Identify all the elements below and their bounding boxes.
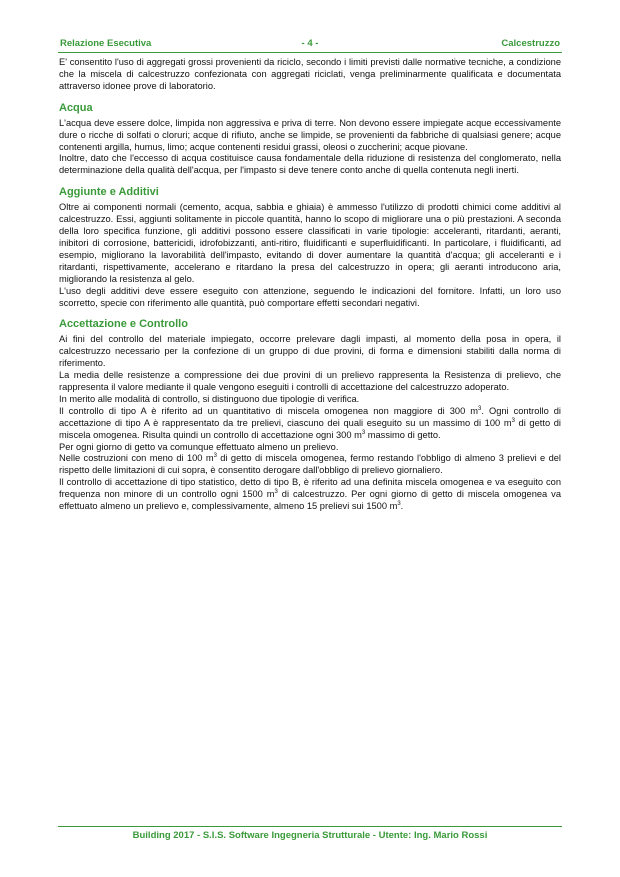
header-section-title: Calcestruzzo bbox=[501, 38, 560, 49]
controllo-paragraph-7 bbox=[59, 477, 561, 513]
text-run: massimo di getto. bbox=[365, 429, 441, 440]
additivi-paragraph-2: L'uso degli additivi deve essere eseguito con attenzione, seguendo le indicazioni del fornitore. Infatti, un loro uso scorretto, specie con riferimento alle quantità, può comportare effetti secondari negativi. bbox=[59, 285, 561, 308]
superscript: 3 bbox=[397, 501, 401, 507]
text-run: di getto di miscela omogenea. Risulta quindi un controllo di accettazione ogni 300 m bbox=[59, 417, 561, 440]
section-heading-controllo: Accettazione e Controllo bbox=[59, 318, 188, 331]
text-run: . bbox=[400, 501, 404, 512]
footer-divider bbox=[58, 826, 562, 827]
controllo-paragraph-6 bbox=[59, 453, 561, 477]
header-doc-title: Relazione Esecutiva bbox=[60, 38, 152, 49]
text-run: Il controllo di accettazione di tipo statistico, detto di tipo B, è riferito ad una definita miscela omogenea e va eseguito con frequenza non minore di un controllo ogni 1500 m bbox=[59, 477, 561, 500]
text-run: di calcestruzzo. Per ogni giorno di getto di miscela omogenea va effettuato almeno un prelievo e, complessivamente, almeno 15 prelievi sui 1500 m bbox=[59, 489, 561, 512]
section-heading-additivi: Aggiunte e Additivi bbox=[59, 186, 159, 199]
text-run: Nelle costruzioni con meno di 100 m bbox=[59, 453, 214, 464]
page-footer: Building 2017 - S.I.S. Software Ingegneria Strutturale - Utente: Ing. Mario Rossi bbox=[132, 830, 488, 841]
controllo-paragraph-2: La media delle resistenze a compressione dei due provini di un prelievo rappresenta la Resistenza di prelievo, che rappresenta il valore mediante il quale vengono eseguiti i controlli di accettazione del calcestruzzo adoperato. bbox=[59, 370, 561, 393]
controllo-paragraph-3: In merito alle modalità di controllo, si distinguono due tipologie di verifica. bbox=[59, 393, 360, 404]
page-content bbox=[59, 57, 561, 513]
section-heading-acqua: Acqua bbox=[59, 101, 93, 114]
text-run: . Ogni controllo di accettazione di tipo A è rappresentato da tre prelievi, ciascuno dei quali eseguito su un massimo di 100 m bbox=[59, 405, 561, 428]
intro-paragraph: E' consentito l'uso di aggregati grossi provenienti da riciclo, secondo i limiti previsti dalle normative tecniche, a condizione che la miscela di calcestruzzo confezionata con aggregati riciclati, venga preliminarmente qualificata e documentata attraverso idonee prove di laboratorio. bbox=[59, 57, 561, 91]
additivi-paragraph-1: Oltre ai componenti normali (cemento, acqua, sabbia e ghiaia) è ammesso l'utilizzo di prodotti chimici come additivi al calcestruzzo. Essi, aggiunti solitamente in piccole quantità, hanno lo scopo di migliorare una o più prestazioni. A seconda della loro specifica funzione, gli additivi possono essere classificati in varie tipologie: acceleranti, ritardanti, aeranti, inibitori di corrosione, battericidi, idrofobizzanti, anti-ritiro, fluidificanti e superfluidificanti. In particolare, i fluidificanti, ad esempio, migliorano la lavorabilità dell'impasto, evitando di dover aumentare la quantità d'acqua; gli acceleranti e i ritardanti, rispettivamente, accelerano e ritardano la presa del calcestruzzo in opera; gli aeranti introducono aria, migliorando la resistenza al gelo. bbox=[59, 202, 561, 284]
controllo-paragraph-4 bbox=[59, 406, 561, 442]
text-run: Il controllo di tipo A è riferito ad un quantitativo di miscela omogenea non maggiore di 300 m bbox=[59, 405, 479, 416]
text-run: di getto di miscela omogenea, fermo restando l'obbligo di almeno 3 prelievi e del rispetto delle limitazioni di cui sopra, è consentito derogare dall'obbligo di prelievo giornaliero. bbox=[59, 453, 562, 476]
header-divider bbox=[58, 52, 562, 53]
controllo-paragraph-5: Per ogni giorno di getto va comunque effettuato almeno un prelievo. bbox=[59, 441, 339, 452]
superscript: 3 bbox=[478, 405, 482, 412]
page-header bbox=[60, 38, 560, 50]
acqua-paragraph-1: L'acqua deve essere dolce, limpida non aggressiva e priva di terre. Non devono essere impiegate acque eccessivamente dure o ricche di solfati o cloruri; acque di rifiuto, anche se limpide, se provenienti da fabbriche di qualsiasi genere; acque contenenti argilla, humus, limo; acque contenenti residui grassi, oleosi o zuccherini; acque piovane. bbox=[59, 117, 561, 152]
superscript: 3 bbox=[213, 453, 217, 460]
controllo-paragraph-1: Ai fini del controllo del materiale impiegato, occorre prelevare dagli impasti, al momento della posa in opera, il calcestruzzo necessario per la confezione di un gruppo di due provini, di forma e dimensioni stabiliti dalla norma di riferimento. bbox=[59, 334, 561, 369]
superscript: 3 bbox=[274, 489, 278, 496]
superscript: 3 bbox=[511, 417, 515, 424]
header-page-number: - 4 - bbox=[301, 38, 319, 49]
acqua-paragraph-2: Inoltre, dato che l'eccesso di acqua costituisce causa fondamentale della riduzione di resistenza del conglomerato, nella determinazione della qualità dell'acqua, per l'impasto si deve tenere conto anche di quella contenuta negli inerti. bbox=[59, 153, 561, 176]
superscript: 3 bbox=[361, 429, 366, 436]
